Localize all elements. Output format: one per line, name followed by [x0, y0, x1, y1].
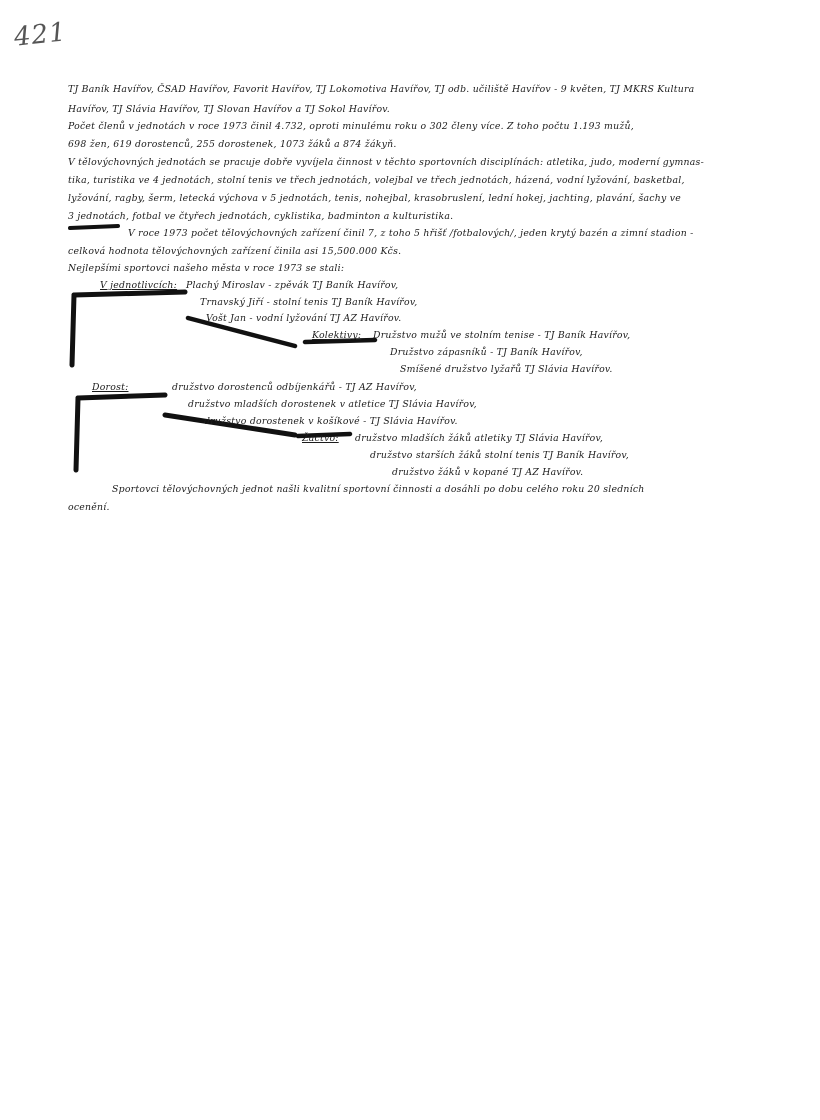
text-line: celková hodnota tělovýchovných zařízení činila asi 15,500.000 Kčs. — [68, 246, 402, 257]
bracket-bar — [74, 292, 185, 295]
section-heading: V jednotlivcích: — [100, 280, 178, 291]
section-heading: Kolektivy: — [312, 330, 362, 341]
list-item: Vošt Jan - vodní lyžování TJ AZ Havířov. — [206, 313, 402, 324]
list-item: družstvo mladších dorostenek v atletice TJ Slávia Havířov, — [188, 399, 477, 410]
text-line: V tělovýchovných jednotách se pracuje dobře vyvíjela činnost v těchto sportovních disciplínách: atletika, judo, moderní gymnas- — [68, 157, 704, 168]
section-heading: Dorost: — [92, 382, 129, 393]
list-item: družstvo starších žáků stolní tenis TJ Baník Havířov, — [370, 450, 629, 461]
list-item: družstvo dorostenek v košíkové - TJ Slávia Havířov. — [204, 416, 458, 427]
list-item: družstvo mladších žáků atletiky TJ Slávia Havířov, — [355, 433, 604, 444]
list-item: družstvo žáků v kopané TJ AZ Havířov. — [392, 467, 584, 478]
bracket-bar — [76, 398, 78, 470]
text-line: Havířov, TJ Slávia Havířov, TJ Slovan Havířov a TJ Sokol Havířov. — [68, 104, 390, 115]
paragraph-mark — [70, 226, 118, 228]
list-item: Družstvo zápasníků - TJ Baník Havířov, — [390, 347, 583, 358]
text-line: ocenění. — [68, 502, 110, 513]
list-item: Trnavský Jiří - stolní tenis TJ Baník Havířov, — [200, 297, 418, 308]
section-heading: Žactvo: — [302, 433, 339, 444]
page-number: 421 — [12, 17, 69, 53]
text-line: TJ Baník Havířov, ČSAD Havířov, Favorit Havířov, TJ Lokomotiva Havířov, TJ odb. učiliště Havířov - 9 květen, TJ MKRS Kultura — [68, 84, 695, 95]
list-item: Smíšené družstvo lyžařů TJ Slávia Havířov. — [400, 364, 613, 375]
list-item: Družstvo mužů ve stolním tenise - TJ Baník Havířov, — [373, 330, 631, 341]
list-item: družstvo dorostenců odbíjenkářů - TJ AZ Havířov, — [172, 382, 417, 393]
text-line: Sportovci tělovýchovných jednot našli kvalitní sportovní činnosti a dosáhli po dobu celého roku 20 sledních — [112, 484, 645, 495]
text-line: tika, turistika ve 4 jednotách, stolní tenis ve třech jednotách, volejbal ve třech jednotách, házená, vodní lyžování, basketbal, — [68, 175, 685, 186]
text-line: 3 jednotách, fotbal ve čtyřech jednotách, cyklistika, badminton a kulturistika. — [68, 211, 454, 222]
text-line: 698 žen, 619 dorostenců, 255 dorostenek, 1073 žáků a 874 žákyň. — [68, 139, 397, 150]
text-line: lyžování, ragby, šerm, letecká výchova v 5 jednotách, tenis, nohejbal, krasobruslení, lední hokej, jachting, plavání, šachy ve — [68, 193, 681, 204]
text-line: Počet členů v jednotách v roce 1973 činil 4.732, oproti minulému roku o 302 členy více. Z toho počtu 1.193 mužů, — [68, 121, 634, 132]
list-item: Plachý Miroslav - zpěvák TJ Baník Havířov, — [186, 280, 399, 291]
bracket-bar — [72, 295, 74, 365]
bracket-bar — [78, 395, 165, 398]
text-line: Nejlepšími sportovci našeho města v roce 1973 se stali: — [68, 263, 345, 274]
text-line: V roce 1973 počet tělovýchovných zařízení činil 7, z toho 5 hřišť /fotbalových/, jeden krytý bazén a zimní stadion - — [128, 228, 694, 239]
